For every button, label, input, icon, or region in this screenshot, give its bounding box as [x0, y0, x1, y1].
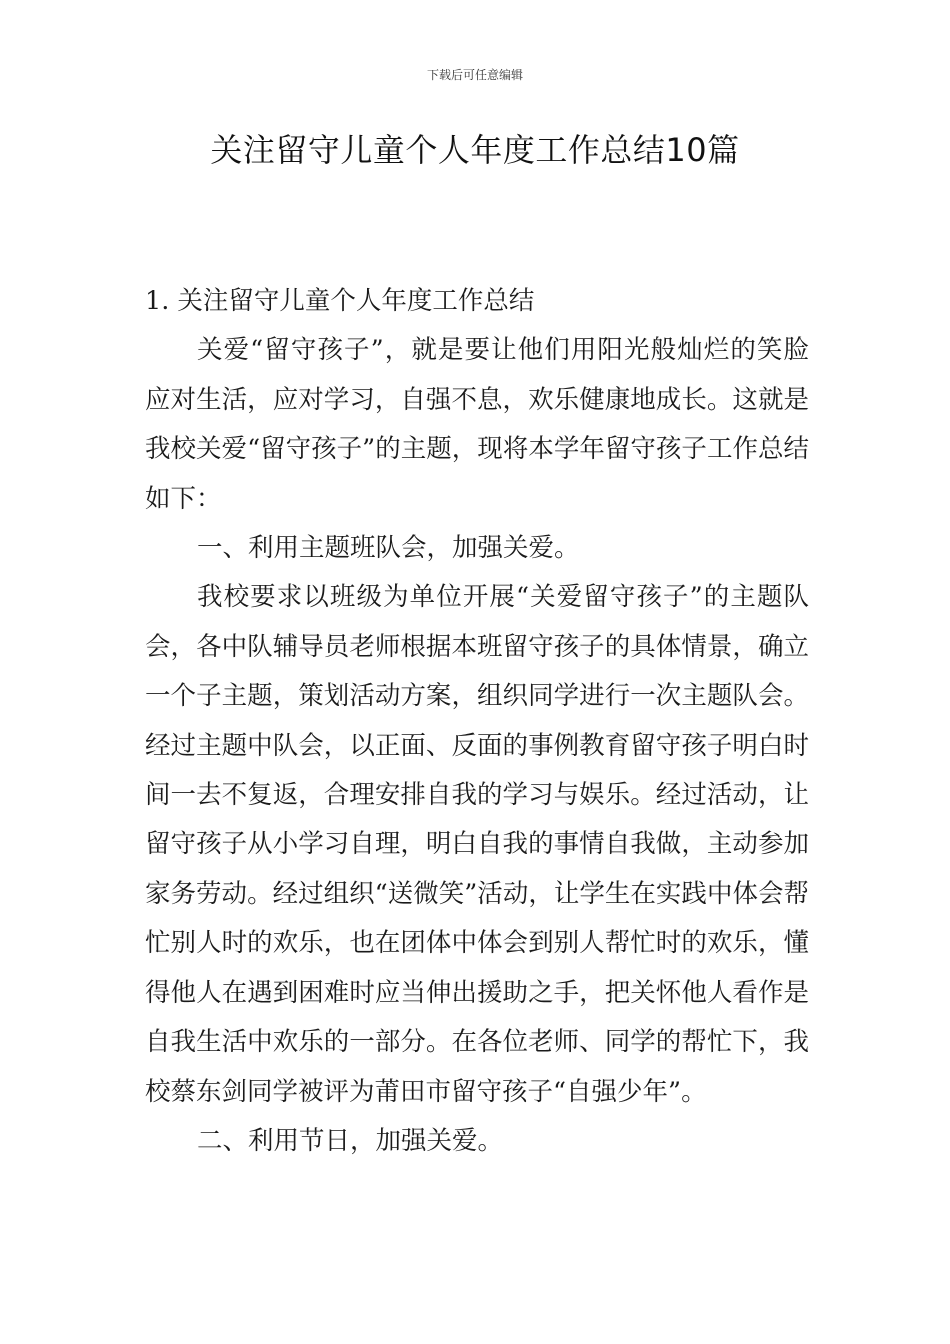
subheading-one: 一、利用主题班队会，加强关爱。 — [197, 533, 580, 564]
header-note: 下载后可任意编辑 — [426, 68, 523, 82]
paragraph-class-meeting: 我校要求以班级为单位开展“关爱留守孩子”的主题队会，各中队辅导员老师根据本班留守孩子的具体情景，确立一个子主题，策划活动方案，组织同学进行一次主题队会。经过主题中队会，以正面、反面的事例教育留守孩子明白时间一去不复返，合理安排自我的学习与娱乐。经过活动，让留守孩子从小学习自理，明白自我的事情自我做，主动参加家务劳动。经过组织“送微笑”活动，让学生在实践中体会帮忙别人时的欢乐，也在团体中体会到别人帮忙时的欢乐，懂得他人在遇到困难时应当伸出援助之手，把关怀他人看作是自我生活中欢乐的一部分。在各位老师、同学的帮忙下，我校蔡东剑同学被评为莆田市留守孩子“自强少年”。 — [145, 582, 809, 1107]
section-heading: 1. 关注留守儿童个人年度工作总结 — [145, 286, 535, 316]
document-title: 关注留守儿童个人年度工作总结10篇 — [210, 131, 740, 169]
paragraph-intro: 关爱“留守孩子”，就是要让他们用阳光般灿烂的笑脸应对生活，应对学习，自强不息，欢乐健康地成长。这就是我校关爱“留守孩子”的主题，现将本学年留守孩子工作总结如下： — [145, 335, 809, 514]
subheading-two: 二、利用节日，加强关爱。 — [197, 1125, 504, 1156]
document-body — [145, 277, 809, 1166]
